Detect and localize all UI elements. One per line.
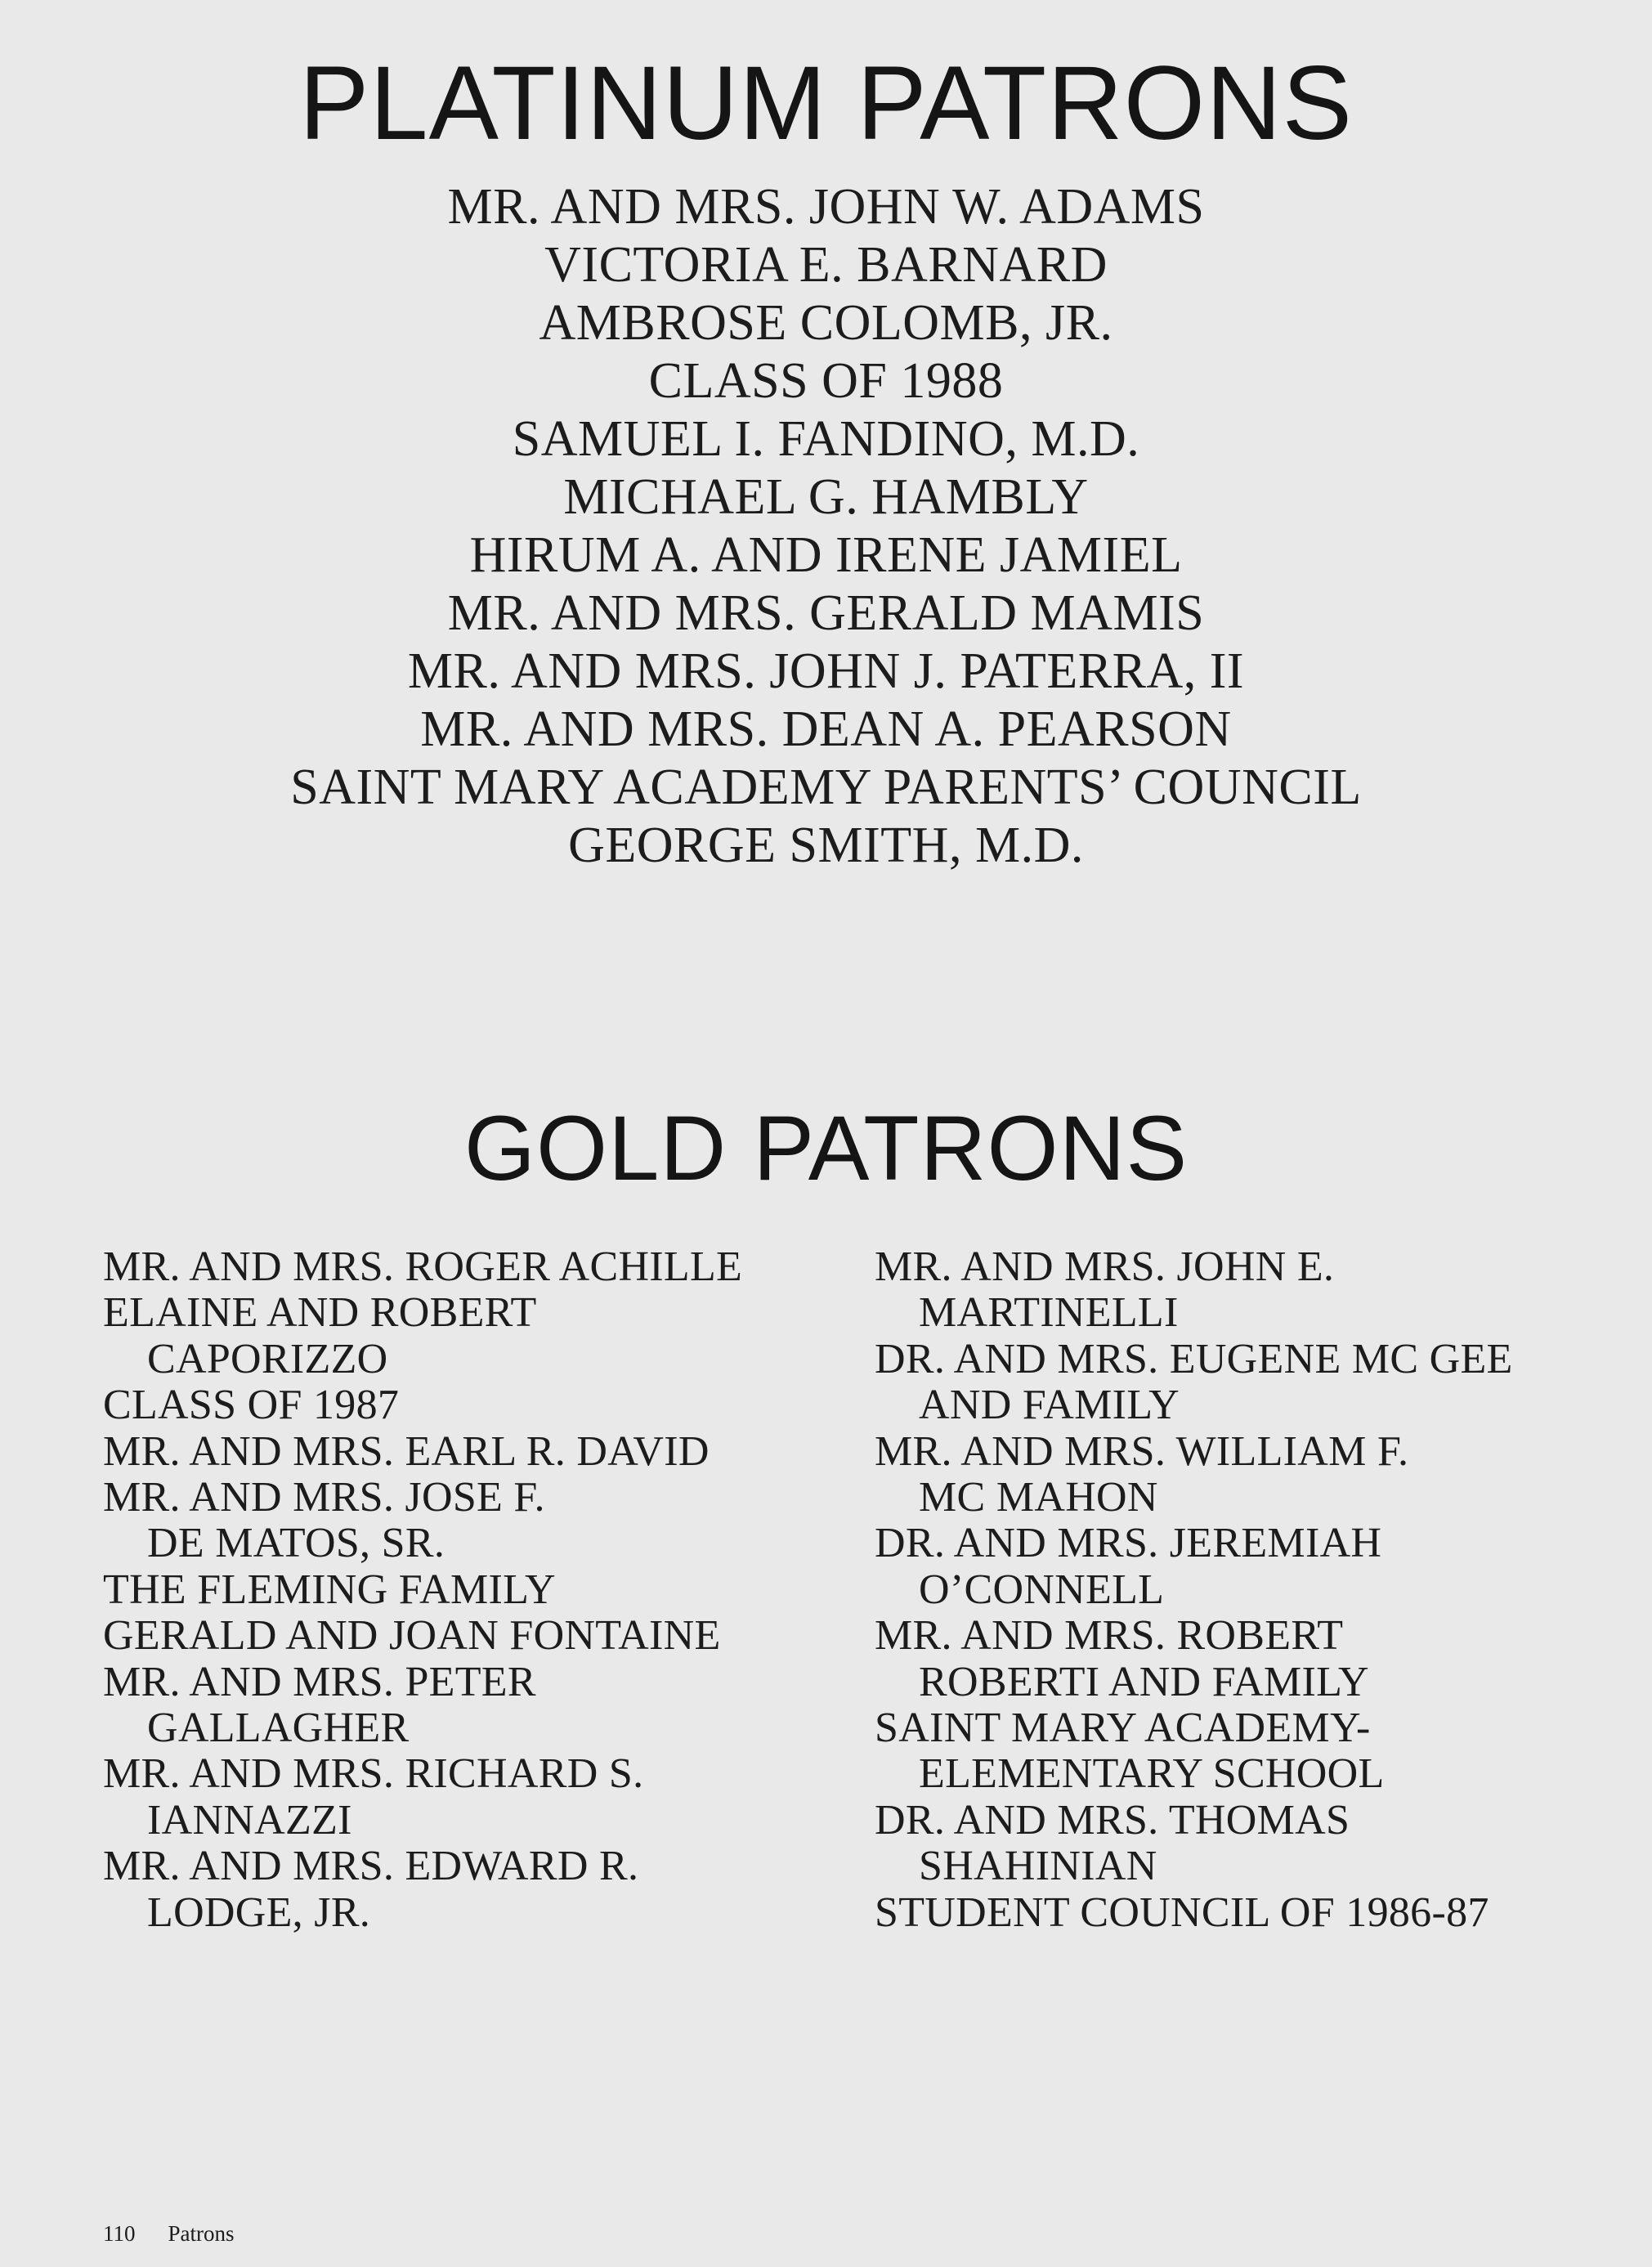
gold-patron	[103, 1475, 839, 1567]
gold-patron-continuation: LODGE, JR.	[147, 1888, 371, 1936]
platinum-patron: AMBROSE COLOMB, JR.	[539, 295, 1113, 351]
gold-patron-line: MR. AND MRS. ROBERT	[875, 1612, 1344, 1660]
gold-patron	[875, 1705, 1635, 1798]
platinum-patrons-heading: PLATINUM PATRONS	[299, 45, 1353, 162]
gold-patron-continuation: MC MAHON	[919, 1474, 1158, 1521]
platinum-patron: MR. AND MRS. GERALD MAMIS	[447, 585, 1205, 641]
gold-patron-continuation: DE MATOS, SR.	[147, 1520, 445, 1567]
gold-patrons-left-column	[103, 1244, 839, 1936]
platinum-patron: VICTORIA E. BARNARD	[544, 237, 1108, 293]
gold-patron	[875, 1429, 1635, 1521]
platinum-patron: MR. AND MRS. JOHN W. ADAMS	[447, 179, 1205, 235]
gold-patron	[103, 1244, 839, 1290]
platinum-patron: MR. AND MRS. JOHN J. PATERRA, II	[407, 643, 1245, 699]
gold-patron	[875, 1890, 1635, 1936]
gold-patron-line: CLASS OF 1987	[103, 1382, 400, 1429]
gold-patron-continuation: ELEMENTARY SCHOOL	[919, 1750, 1385, 1798]
gold-patron-continuation: SHAHINIAN	[919, 1843, 1157, 1890]
gold-patron-line: MR. AND MRS. EARL R. DAVID	[103, 1427, 710, 1475]
gold-patron-line: ELAINE AND ROBERT	[103, 1289, 537, 1337]
platinum-patron: MICHAEL G. HAMBLY	[563, 469, 1089, 525]
gold-patron	[103, 1660, 839, 1752]
page-footer	[103, 2220, 235, 2247]
gold-patron-continuation: AND FAMILY	[919, 1382, 1180, 1429]
gold-patron-continuation: CAPORIZZO	[147, 1335, 388, 1382]
gold-patron	[103, 1613, 839, 1659]
gold-patron-line: MR. AND MRS. RICHARD S.	[103, 1750, 644, 1798]
gold-patron-continuation: O’CONNELL	[919, 1566, 1165, 1613]
gold-patron-line: DR. AND MRS. JEREMIAH	[875, 1520, 1382, 1567]
gold-patron-line: THE FLEMING FAMILY	[103, 1566, 556, 1613]
gold-patron	[103, 1429, 839, 1475]
gold-patron-line: MR. AND MRS. JOHN E.	[875, 1243, 1335, 1290]
gold-patron-line: MR. AND MRS. EDWARD R.	[103, 1843, 639, 1890]
gold-patron	[875, 1244, 1635, 1337]
platinum-patron: SAMUEL I. FANDINO, M.D.	[512, 411, 1140, 467]
gold-patron-line: DR. AND MRS. EUGENE MC GEE	[875, 1335, 1513, 1382]
gold-patron	[103, 1290, 839, 1382]
gold-patron-continuation: ROBERTI AND FAMILY	[919, 1658, 1369, 1705]
section-name: Patrons	[168, 2221, 235, 2246]
gold-patron-line: DR. AND MRS. THOMAS	[875, 1796, 1350, 1844]
gold-patron	[103, 1382, 839, 1428]
platinum-patrons-list	[0, 178, 1652, 875]
gold-patron-line: GERALD AND JOAN FONTAINE	[103, 1612, 721, 1660]
platinum-patron: CLASS OF 1988	[648, 353, 1004, 409]
gold-patron-line: MR. AND MRS. ROGER ACHILLE	[103, 1243, 743, 1290]
gold-patron	[103, 1567, 839, 1613]
page-number: 110	[103, 2221, 136, 2246]
gold-patron-continuation: IANNAZZI	[147, 1796, 352, 1844]
gold-patron	[875, 1521, 1635, 1613]
platinum-patron: SAINT MARY ACADEMY PARENTS’ COUNCIL	[290, 759, 1362, 815]
gold-patron-line: MR. AND MRS. JOSE F.	[103, 1474, 545, 1521]
gold-patrons-right-column	[875, 1244, 1635, 1936]
gold-patron-continuation: MARTINELLI	[919, 1289, 1179, 1337]
gold-patron	[875, 1613, 1635, 1705]
gold-patron	[875, 1337, 1635, 1429]
gold-patron-line: SAINT MARY ACADEMY-	[875, 1705, 1371, 1752]
gold-patron	[103, 1751, 839, 1844]
gold-patron-continuation: GALLAGHER	[147, 1705, 410, 1752]
gold-patron	[103, 1844, 839, 1936]
gold-patron-line: MR. AND MRS. WILLIAM F.	[875, 1427, 1409, 1475]
gold-patron-line: STUDENT COUNCIL OF 1986-87	[875, 1888, 1489, 1936]
platinum-patron: GEORGE SMITH, M.D.	[568, 818, 1084, 873]
gold-patrons-heading: GOLD PATRONS	[463, 1097, 1189, 1199]
gold-patron-line: MR. AND MRS. PETER	[103, 1658, 536, 1705]
platinum-patron: HIRUM A. AND IRENE JAMIEL	[469, 527, 1183, 583]
platinum-patron: MR. AND MRS. DEAN A. PEARSON	[420, 701, 1232, 757]
gold-patron	[875, 1798, 1635, 1890]
